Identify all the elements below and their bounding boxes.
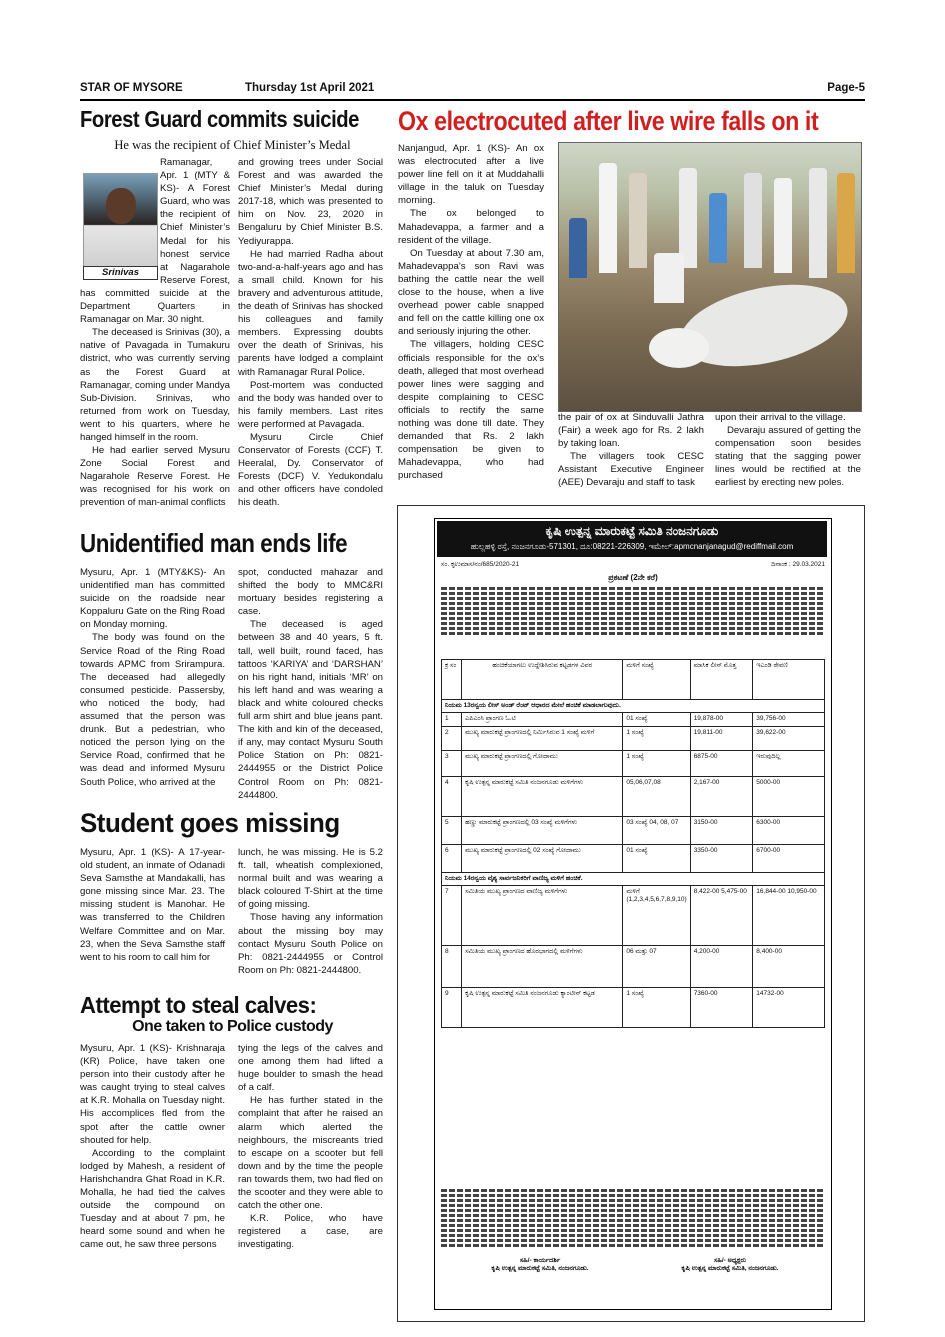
row-lease: 8,422-00 5,475-00 [690,886,753,946]
row-count: 1 ಸಂಖ್ಯೆ [623,751,690,777]
ad-ref-row [441,561,825,569]
paragraph: According to the complaint lodged by Mahesh, a resident of Harishchandra Ghat Road in K.R. Mohalla, he had tied the calves outside the compound on Tuesday and at about 7 pm, he heard some sound and when he came out, he saw three persons [80,1147,225,1251]
paragraph: and growing trees under Social Forest and was awarded the Chief Minister’s Medal during 2017-18, which was presented to him on Nov. 23, 2020 in Bengaluru by Chief Minister B.S. Yediyurappa. [238,157,383,247]
paragraph: Ramanagar, Apr. 1 (MTY & KS)- A Forest Guard, who was the recipient of Chief Minister’s Medal for his honest service at Nagarahole Reserve Forest, has committed suicide at the Department Quarters in Ramanagar on Mar. 30 night. [80,157,230,326]
story-calves-headline: Attempt to steal calves: [80,992,317,1018]
paragraph: The villagers, holding CESC officials responsible for the ox’s death, alleged that most overhead power lines were sagging and despite complaining to CESC officials to rectify the same nothing was done till date. They demanded that Rs. 2 lakh compensation be given to Mahadevappa, who had purchased [398,339,544,482]
ad-address: ಹುಲ್ಲಹಳ್ಳಿ ರಸ್ತೆ, ನಂಜನಗೂಡು-571301, ದೂ:08221-226309, ಇಮೇಲ್:apmcnanjanagud@rediffmail.com [470,542,794,551]
row-lease: 6875-00 [690,751,753,777]
story-student-headline: Student goes missing [80,808,340,838]
row-lease: 3350-00 [690,845,753,873]
unidentified-col1 [80,566,225,789]
row-emd: 39,622-00 [753,727,825,751]
col-head: ಕ್ರ ಸಂ [442,660,462,700]
row-desc: ಎಪಿಎಂಸಿ ಪ್ರಾಂಗಣ ಓ.ಟಿ [462,713,623,727]
paragraph: Nanjangud, Apr. 1 (KS)- An ox was electrocuted after a live power line fell on it at Muddahalli village in the taluk on Tuesday morning. [398,143,544,207]
ad-title-bar [437,521,827,557]
row-desc: ಮುಖ್ಯ ಮಾರುಕಟ್ಟೆ ಪ್ರಾಂಗಣದಲ್ಲಿ 02 ಸಂಖ್ಯೆ ಗೋದಾಮು [462,845,623,873]
row-lease: 4,200-00 [690,946,753,988]
paragraph: He had married Radha about two-and-a-half-years ago and has a small child. Known for his bravery and adventurous attitude, the death of Srinivas has shocked his colleagues and family members. Expressing doubts over the death of Srinivas, his parents have lodged a complaint with Ramanagar Rural Police. [238,248,383,378]
row-desc: ಹಣ್ಣು ಮಾರುಕಟ್ಟೆ ಪ್ರಾಂಗಣದಲ್ಲಿ 03 ಸಂಖ್ಯೆ ಮಳಿಗೆಗಳು [462,817,623,845]
ox-col1 [398,142,544,482]
ox-photo [558,142,862,412]
apmc-advertisement [397,505,865,1322]
row-emd: 16,844-00 10,950-00 [753,886,825,946]
col-head: ಇಎಂಡಿ ಠೇವಣಿ [753,660,825,700]
row-desc: ಕೃಷಿ ಉತ್ಪನ್ನ ಮಾರುಕಟ್ಟೆ ಸಮಿತಿ ನಂಜನಗೂಡು ಕ್ಯಾಂಟೀನ್ ಕಟ್ಟಡ [462,988,623,1028]
paragraph: On Tuesday at about 7.30 am, Mahadevappa’s son Ravi was bathing the cattle near the well close to the house, when a live overhead power cable snapped and fell on the cattle killing one ox and seriously injuring the other. [398,247,544,338]
row-desc: ಸಮಿತಿಯ ಮುಖ್ಯ ಪ್ರಾಂಗಣದ ಹೊರಭಾಗದಲ್ಲಿ ಮಳಿಗೆಗಳು [462,946,623,988]
issue-date: Thursday 1st April 2021 [245,82,375,94]
row-desc: ಸಮಿತಿಯ ಮುಖ್ಯ ಪ್ರಾಂಗಣದ ವಾಣಿಜ್ಯ ಮಳಿಗೆಗಳು [462,886,623,946]
col-head: ಮಾಸಿಕ ಲೀಸ್ ಮೊತ್ತ [690,660,753,700]
story-calves-subhead: One taken to Police custody [132,1018,333,1035]
ad-table [441,659,825,1028]
row-desc: ಕೃಷಿ ಉತ್ಪನ್ನ ಮಾರುಕಟ್ಟೆ ಸಮಿತಿ ನಂಜನಗೂಡು ಮಳಿಗೆಗಳು [462,777,623,817]
paragraph: Those having any information about the missing boy may contact Mysuru South Police on Ph: 0821-2444955 or Control Room on Ph: 0821-2444800. [238,912,383,976]
paragraph: upon their arrival to the village. [715,412,846,423]
row-desc: ಮುಖ್ಯ ಮಾರುಕಟ್ಟೆ ಪ್ರಾಂಗಣದಲ್ಲಿ ಗೋದಾಮು [462,751,623,777]
paragraph: The villagers took CESC Assistant Executive Engineer (AEE) Devaraju and staff to task [558,451,704,489]
row-num: 3 [442,751,462,777]
row-count: 06 ಮತ್ತು 07 [623,946,690,988]
paragraph: Mysuru, Apr. 1 (MTY&KS)- An unidentified man has committed suicide on the roadside near Koppaluru Gate on the Ring Road on Monday morning. [80,567,225,631]
paragraph: The deceased is Srinivas (30), a native of Pavagada in Tumakuru district, who was currently serving as the Forest Guard at Ramanagar, coming under Mandya Sub-Division. Srinivas, who returned from work on Tuesday, went to his quarters, where he hanged himself in the room. [80,327,230,443]
row-count: 03 ಸಂಖ್ಯೆ 04, 08, 07 [623,817,690,845]
story-ox-headline: Ox electrocuted after live wire falls on it [398,106,819,136]
row-num: 8 [442,946,462,988]
col-head: ಹಂಚಿಕೆಯಾಗಲು ಉದ್ದೇಶಿಸಿರುವ ಕಟ್ಟಡಗಳ ವಿವರ [462,660,623,700]
row-count: 01 ಸಂಖ್ಯೆ [623,845,690,873]
row-num: 5 [442,817,462,845]
row-emd: 8,400-00 [753,946,825,988]
row-lease: 3150-00 [690,817,753,845]
student-col2 [238,846,383,977]
ad-date: ದಿನಾಂಕ : 29.03.2021 [771,561,825,568]
paragraph: spot, conducted mahazar and shifted the body to MMC&RI mortuary besides registering a case. [238,567,383,618]
row-num: 2 [442,727,462,751]
ox-col3 [715,411,861,490]
paragraph: The ox belonged to Mahadevappa, a farmer and a resident of the village. [398,208,544,246]
row-lease: 19,811-00 [690,727,753,751]
paper-name: STAR OF MYSORE [80,82,183,94]
student-col1 [80,846,225,964]
row-emd: 14732-00 [753,988,825,1028]
row-lease: 7360-00 [690,988,753,1028]
section-heading: ನಿಯಮ 14ರನ್ವಯ ವೈಶ್ಯ ಸಾರ್ವಜನಿಕರಿಗೆ ವಾಣಿಜ್ಯ ಮಳಿಗೆ ಹಂಚಿಕೆ. [442,873,825,886]
header-rule [80,99,865,101]
section-heading: ನಿಯಮ 13ರನ್ವಯ ಲೀಸ್ ಅಂಡ್ ರೆಂಟ್ ಆಧಾರದ ಮೇಲೆ ಹಂಚಿಕೆ ಮಾಡಲಾಗುವುದು. [442,700,825,713]
paragraph: Mysuru Circle Chief Conservator of Forests (CCF) T. Heeralal, Dy. Conservator of Forests (DCF) V. Yedukondalu and other officers have condoled his death. [238,431,383,509]
row-desc: ಮುಖ್ಯ ಮಾರುಕಟ್ಟೆ ಪ್ರಾಂಗಣದಲ್ಲಿ ನಿರ್ಮಿಸಿರುವ 1 ಸಂಖ್ಯೆ ಮಳಿಗೆ [462,727,623,751]
row-num: 4 [442,777,462,817]
calves-col1 [80,1042,225,1252]
row-emd: ಇರುವುದಿಲ್ಲ [753,751,825,777]
row-count: 1 ಸಂಖ್ಯೆ [623,988,690,1028]
paragraph: The deceased is aged between 38 and 40 years, 5 ft. tall, well built, round faced, has tattoos ‘KARIYA’ and ‘DARSHAN’ on his right hand, initials ‘MR’ on his left hand and was wearing a black and white coloured checks full arm shirt and blue jeans pant. The kith and kin of the deceased, if any, may contact Mysuru South Police Station on Ph: 0821-2444955 or the District Police Control Room on Ph: 0821-2444800. [238,619,383,801]
sign-right-title: ಸಹಿ/- ಅಧ್ಯಕ್ಷರು [713,1257,747,1264]
row-num: 7 [442,886,462,946]
paragraph: K.R. Police, who have registered a case, are investigating. [238,1213,383,1251]
row-emd: 6300-00 [753,817,825,845]
paragraph: Post-mortem was conducted and the body was handed over to his family members. Last rites were performed at Pavagada. [238,379,383,430]
row-num: 1 [442,713,462,727]
paragraph: the pair of ox at Sinduvalli Jathra (Fair) a week ago for Rs. 2 lakh by taking loan. [558,412,704,450]
ad-inner-frame [434,518,832,1310]
ad-intro-text [441,585,825,637]
sign-left-title: ಸಹಿ/- ಕಾರ್ಯದರ್ಶಿ [519,1257,561,1264]
ad-table-wrap [441,659,825,1028]
sign-left-org: ಕೃಷಿ ಉತ್ಪನ್ನ ಮಾರುಕಟ್ಟೆ ಸಮಿತಿ, ನಂಜನಗೂಡು. [491,1265,589,1272]
ox-col2 [558,411,704,490]
row-count: 01 ಸಂಖ್ಯೆ [623,713,690,727]
ad-title: ಕೃಷಿ ಉತ್ಪನ್ನ ಮಾರುಕಟ್ಟೆ ಸಮಿತಿ ನಂಜನಗೂಡು [545,524,719,538]
row-emd: 5000-00 [753,777,825,817]
col-head: ಮಳಿಗೆ ಸಂಖ್ಯೆ [623,660,690,700]
story-forest-guard-subhead: He was the recipient of Chief Minister’s Medal [114,138,351,152]
paragraph: lunch, he was missing. He is 5.2 ft. tall, wheatish complexioned, normal built and was wearing a black coloured T-Shirt at the time of going missing. [238,847,383,911]
row-num: 9 [442,988,462,1028]
calves-col2 [238,1042,383,1252]
forest-guard-col1 [80,156,230,510]
paragraph: Devaraju assured of getting the compensation soon besides stating that the sagging power lines would be rectified at the earliest by erecting new poles. [715,425,861,489]
row-num: 6 [442,845,462,873]
row-lease: 19,878-00 [690,713,753,727]
paragraph: The body was found on the Service Road of the Ring Road towards APMC from Srirampura. The deceased had allegedly consumed pesticide. Passersby, who noticed the body, had assumed that the person was drunk. But a pedestrian, who noticed the person lying on the Service Road, confirmed that he was dead and informed Mysuru South Police, who arrived at the [80,632,225,788]
row-emd: 6700-00 [753,845,825,873]
ad-ref: ಸಂ. ಕೃಉಮಾಸ/ನಂ/685/2020-21 [441,561,520,568]
story-unidentified-headline: Unidentified man ends life [80,528,348,558]
story-forest-guard-headline: Forest Guard commits suicide [80,106,359,132]
page-number: Page-5 [827,82,865,94]
row-emd: 39,756-00 [753,713,825,727]
paragraph: Mysuru, Apr. 1 (KS)- Krishnaraja (KR) Police, have taken one person into their custody after he was caught trying to steal calves at K.R. Mohalla on Tuesday night. His accomplices fled from the spot after the cattle owner shouted for help. [80,1043,225,1146]
forest-guard-col2 [238,156,383,510]
ad-sign-left [455,1257,625,1273]
row-count: ಮಳಿಗೆ (1,2,3,4,5,6,7,8,9,10) [623,886,690,946]
row-lease: 2,167-00 [690,777,753,817]
unidentified-col2 [238,566,383,802]
paragraph: tying the legs of the calves and one among them had lifted a huge boulder to smash the head of a calf. [238,1043,383,1094]
page-header [80,82,865,96]
srinivas-caption: Srinivas [83,266,158,280]
paragraph: He has further stated in the complaint that after he raised an alarm which alerted the neighbours, the miscreants tried to escape on a scooter but fell down and by the time the people ran towards them, two had fled on the scooter and they were able to catch the other one. [238,1095,383,1212]
ad-terms-text [441,1187,825,1249]
paragraph: Mysuru, Apr. 1 (KS)- A 17-year-old student, an inmate of Odanadi Seva Samsthe at Mandakalli, has gone missing since Mar. 23. The missing student is Manohar. He was transferred to the Children Welfare Committee and on Mar. 23, when the Seva Samsthe staff went to his room to call him for [80,847,225,963]
row-count: 05,06,07,08 [623,777,690,817]
ad-notice-title: ಪ್ರಕಟಣೆ (2ನೇ ಕರೆ) [608,573,658,582]
ad-sign-right [645,1257,815,1273]
paragraph: He had earlier served Mysuru Zone Social Forest and Nagarahole Reserve Forest. He was recognised for his work on prevention of man-animal conflicts [80,445,230,509]
row-count: 1 ಸಂಖ್ಯೆ [623,727,690,751]
sign-right-org: ಕೃಷಿ ಉತ್ಪನ್ನ ಮಾರುಕಟ್ಟೆ ಸಮಿತಿ, ನಂಜನಗೂಡು. [681,1265,779,1272]
